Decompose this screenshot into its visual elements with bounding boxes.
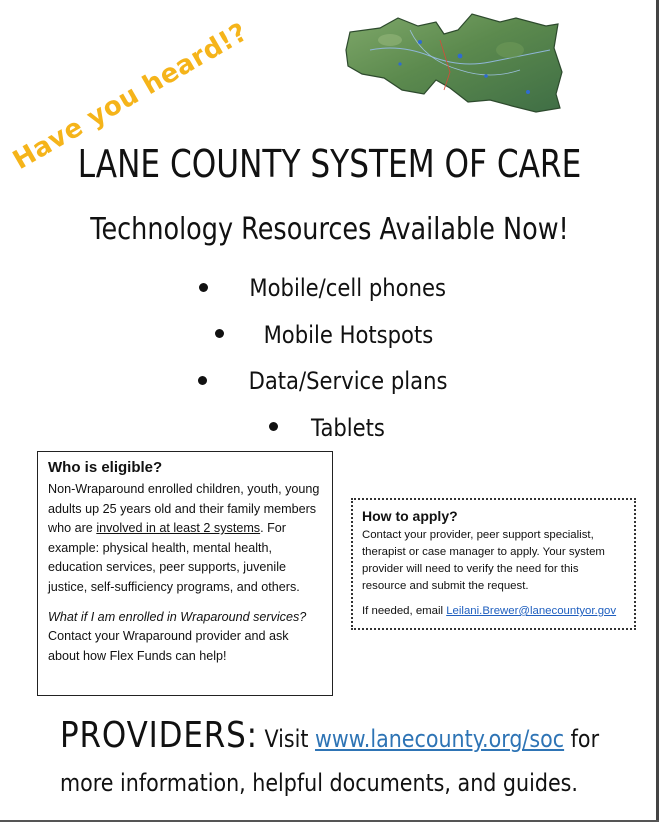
resource-item: Mobile/cell phones (0, 268, 659, 315)
apply-body: Contact your provider, peer support specialist, therapist or case manager to apply. Your system provider will need to verify the need for this resource and submit the request. (362, 529, 605, 592)
providers-label: PROVIDERS: (60, 715, 258, 756)
wraparound-question: What if I am enrolled in Wraparound services? (48, 609, 307, 624)
apply-heading: How to apply? (362, 508, 458, 524)
bullet-icon (198, 376, 207, 385)
eligibility-body: Non-Wraparound enrolled children, youth, young adults up 25 years old and their family members who are involved in at least 2 systems. For example: physical health, mental health, education services, peer supports, juvenile justice, self-sufficiency programs, and others. (48, 482, 320, 594)
systems-underlined-text: involved in at least 2 systems (96, 521, 261, 536)
bullet-icon (269, 422, 278, 431)
lane-county-soc-link[interactable]: www.lanecounty.org/soc (315, 725, 565, 753)
have-you-heard-badge: Have you heard!? (8, 17, 253, 176)
providers-section: PROVIDERS: Visit www.lanecounty.org/soc for more information, helpful documents, and guides. (60, 715, 600, 797)
apply-email-line: If needed, email Leilani.Brewer@lanecountyor.gov (362, 605, 617, 617)
resource-item: Data/Service plans (0, 361, 659, 408)
resource-item: Tablets (0, 408, 659, 455)
wraparound-answer: Contact your Wraparound provider and ask about how Flex Funds can help! (48, 629, 289, 663)
resource-item: Mobile Hotspots (0, 315, 659, 362)
wraparound-note (48, 608, 322, 667)
resource-list (0, 268, 659, 454)
page-subtitle: Technology Resources Available Now! (90, 212, 569, 247)
bullet-icon (215, 329, 224, 338)
bullet-icon (199, 283, 208, 292)
email-link[interactable]: Leilani.Brewer@lanecountyor.gov (446, 605, 617, 617)
eligibility-box (37, 451, 333, 696)
lane-county-map-image (340, 10, 570, 122)
eligibility-heading: Who is eligible? (48, 459, 163, 476)
page-title: LANE COUNTY SYSTEM OF CARE (77, 142, 582, 186)
how-to-apply-box (351, 498, 636, 630)
